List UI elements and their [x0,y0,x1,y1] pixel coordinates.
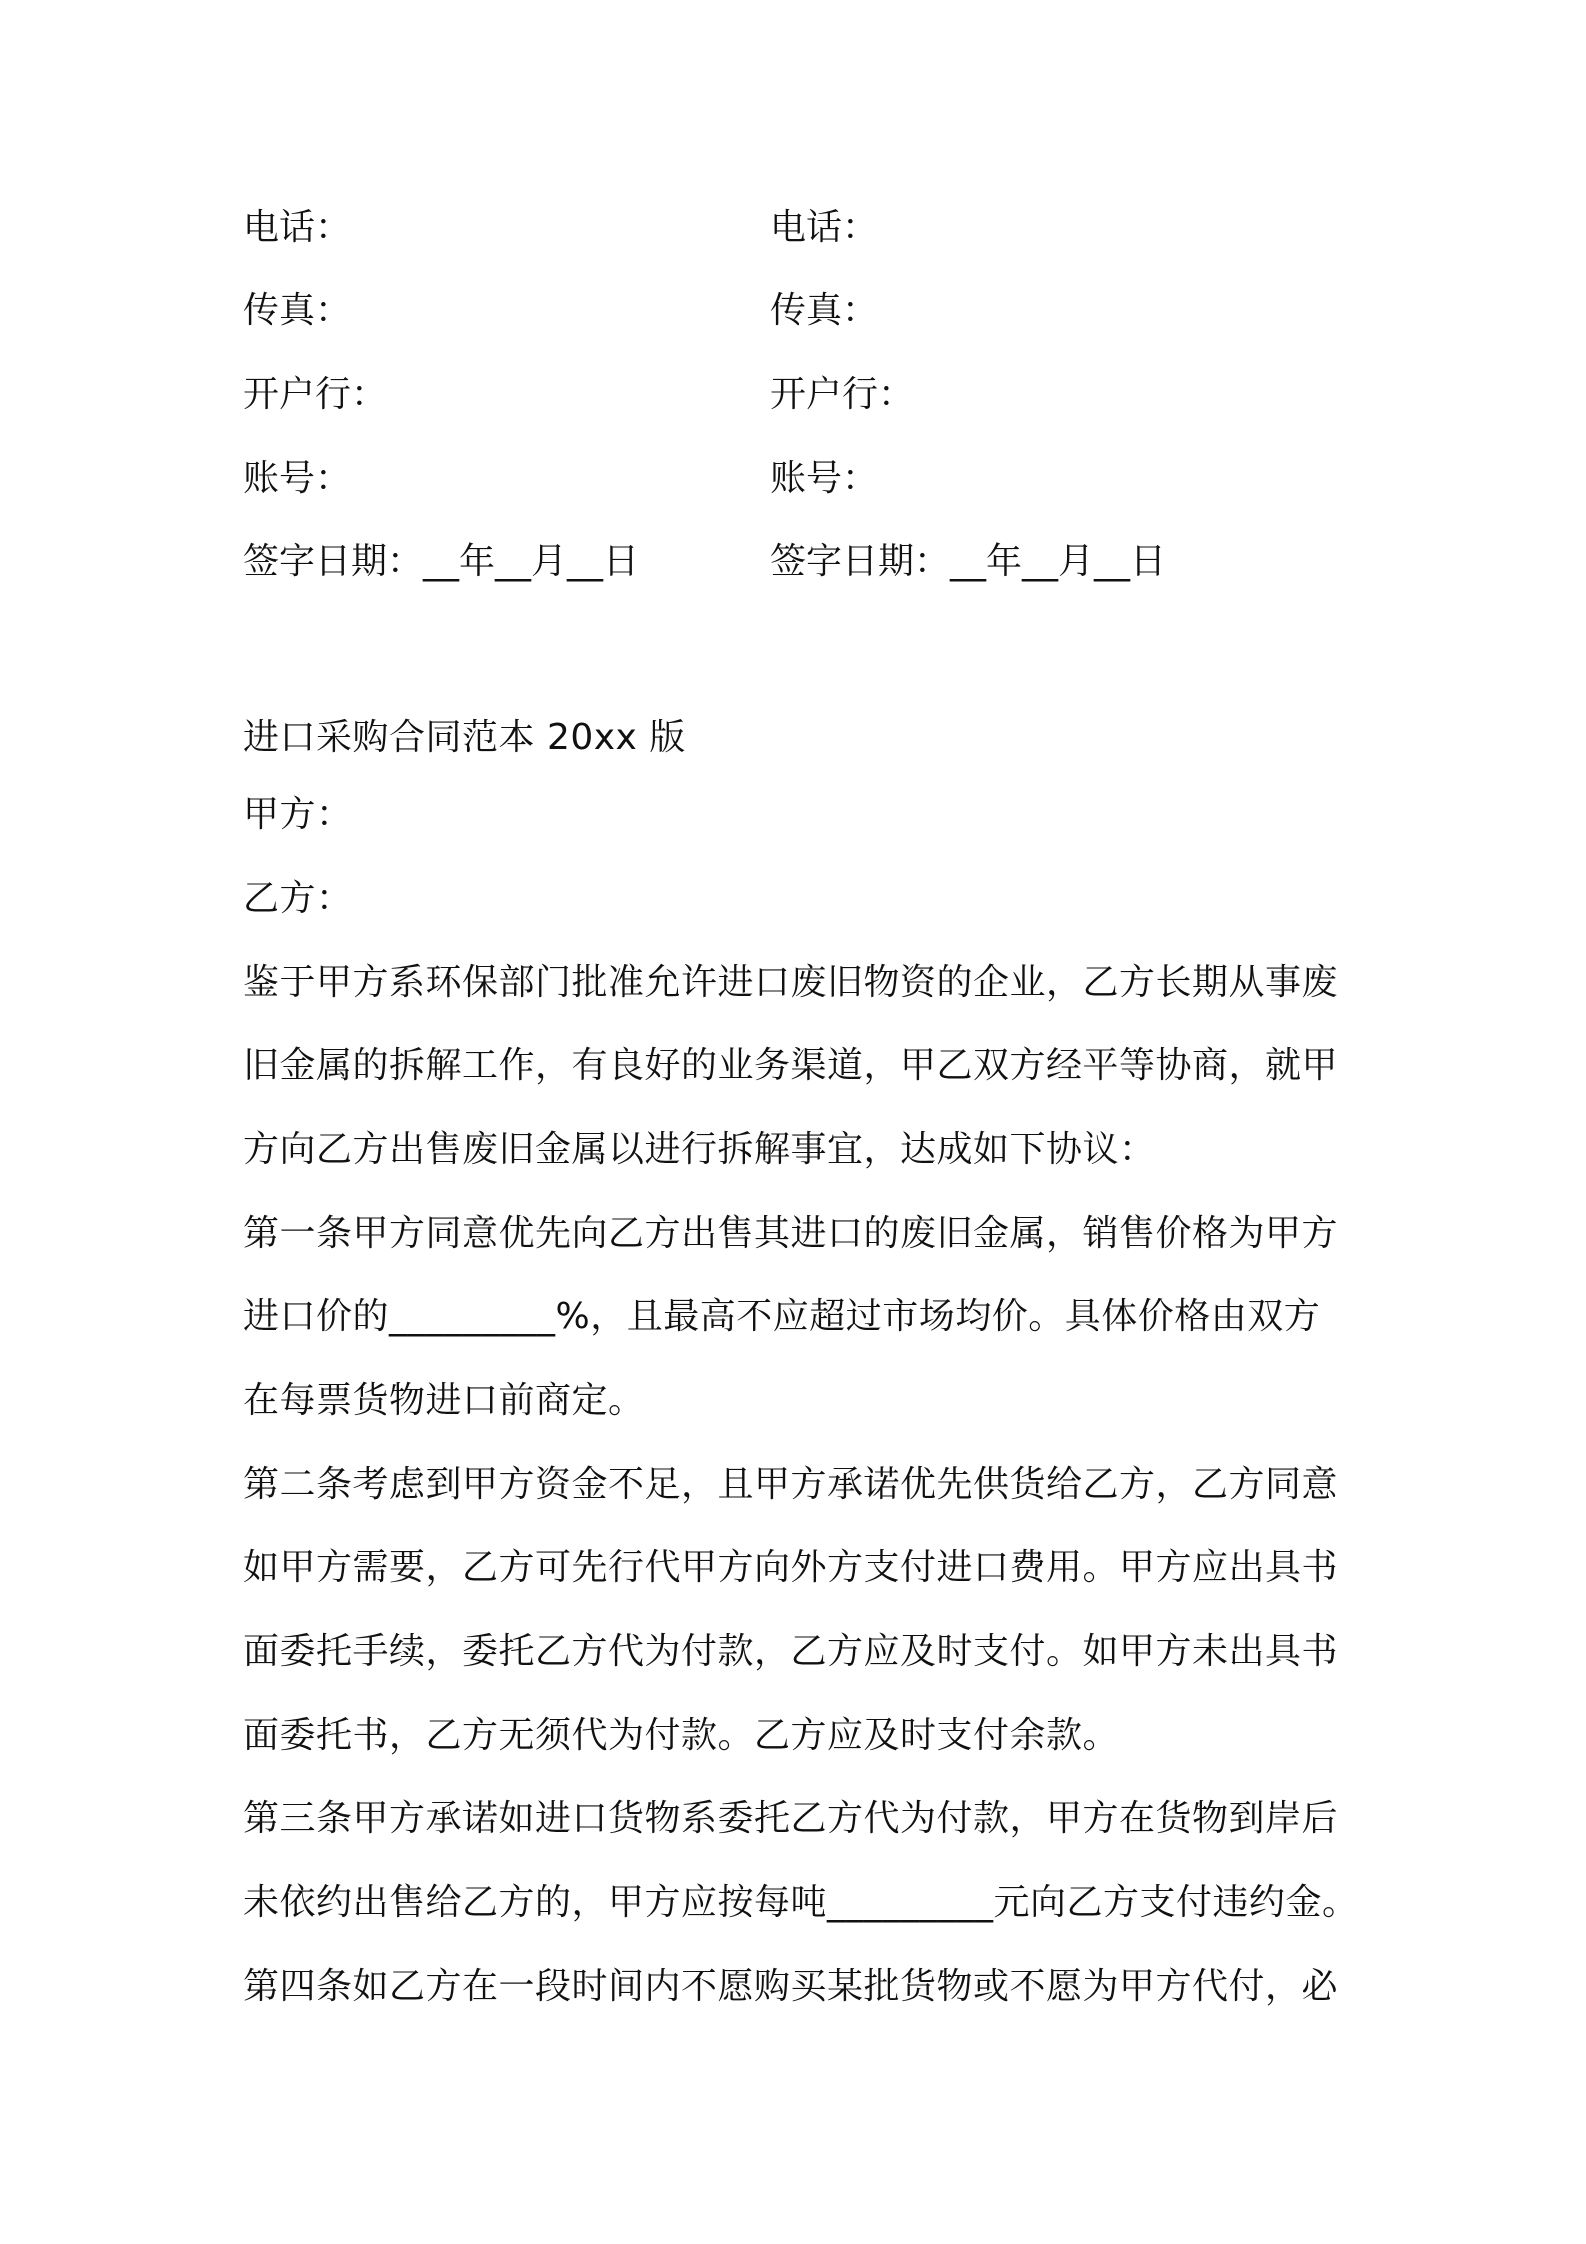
body-line: 鉴于甲方系环保部门批准允许进口废旧物资的企业，乙方长期从事废 [243,962,1339,1003]
right-sign-date: 签字日期：__年__月__日 [770,541,1167,582]
right-fax-label: 传真： [770,290,879,331]
body-line: 方向乙方出售废旧金属以进行拆解事宜，达成如下协议： [243,1129,1156,1170]
left-phone-label: 电话： [243,207,352,248]
body-line: 未依约出售给乙方的，甲方应按每吨_________元向乙方支付违约金。 [243,1882,1359,1923]
body-line: 旧金属的拆解工作，有良好的业务渠道，甲乙双方经平等协商，就甲 [243,1045,1339,1086]
contract-title: 进口采购合同范本 20xx 版 [243,717,686,758]
body-line: 第三条甲方承诺如进口货物系委托乙方代为付款，甲方在货物到岸后 [243,1798,1339,1839]
left-sign-date: 签字日期：__年__月__日 [243,541,640,582]
right-bank-label: 开户行： [770,374,915,415]
party-b-label: 乙方： [243,878,353,919]
body-line: 面委托书，乙方无须代为付款。乙方应及时支付余款。 [243,1715,1120,1756]
body-line: 面委托手续，委托乙方代为付款，乙方应及时支付。如甲方未出具书 [243,1631,1339,1672]
body-line: 第二条考虑到甲方资金不足，且甲方承诺优先供货给乙方，乙方同意 [243,1464,1339,1505]
right-phone-label: 电话： [770,207,879,248]
body-line: 第四条如乙方在一段时间内不愿购买某批货物或不愿为甲方代付，必 [243,1966,1339,2007]
body-line: 如甲方需要，乙方可先行代甲方向外方支付进口费用。甲方应出具书 [243,1547,1339,1588]
party-a-label: 甲方： [243,794,353,835]
body-line: 进口价的_________%，且最高不应超过市场均价。具体价格由双方 [243,1296,1321,1337]
right-account-label: 账号： [770,458,879,499]
body-line: 第一条甲方同意优先向乙方出售其进口的废旧金属，销售价格为甲方 [243,1213,1339,1254]
left-fax-label: 传真： [243,290,352,331]
left-account-label: 账号： [243,458,352,499]
body-line: 在每票货物进口前商定。 [243,1380,645,1421]
left-bank-label: 开户行： [243,374,388,415]
